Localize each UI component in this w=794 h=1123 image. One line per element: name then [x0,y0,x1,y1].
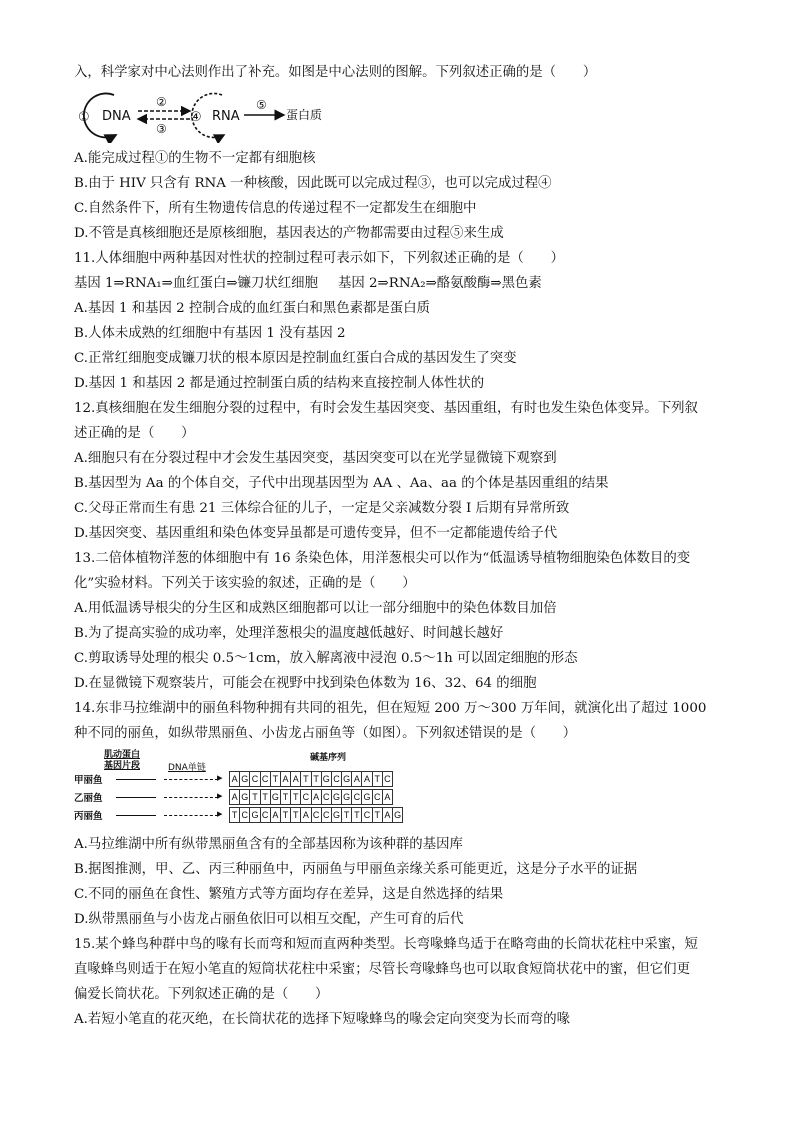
q15-option-a: A.若短小笔直的花灭绝，在长筒状花的选择下短喙蜂鸟的喙会定向突变为长而弯的喙 [74,1012,570,1027]
q13-option-a: A.用低温诱导根尖的分生区和成熟区细胞都可以让一部分细胞中的染色体数目加倍 [74,601,557,616]
base-cell: C [260,807,271,823]
q12-option-b: B.基因型为 Aa 的个体自交，子代中出现基因型为 AA 、Aa、aa 的个体是基因重组的结果 [74,476,609,491]
base-cell: G [321,771,332,787]
base-cell: C [382,771,393,787]
label-5: ⑤ [256,98,267,112]
q12-option-a: A.细胞只有在分裂过程中才会发生基因突变，基因突变可以在光学显微镜下观察到 [74,451,557,466]
arrow-icon: ▸ [217,771,223,784]
q11-stem: 11.人体细胞中两种基因对性状的控制过程可表示如下，下列叙述正确的是（ ） [74,251,564,266]
base-cell: A [351,771,362,787]
q11-pathways [74,276,542,292]
base-cell: A [382,789,393,805]
header-base-sequence: 碱基序列 [310,753,347,763]
base-cell: T [341,807,352,823]
q11-option-c: C.正常红细胞变成镰刀状的根本原因是控制血红蛋白合成的基因发生了突变 [74,351,517,366]
fish-row [74,788,394,806]
q12-option-d: D.基因突变、基因重组和染色体变异虽都是可遗传变异，但不一定都能遗传给子代 [74,526,558,541]
base-cell: C [351,789,362,805]
q12-option-c: C.父母正常而生有患 21 三体综合征的儿子，一定是父亲减数分裂 I 后期有异常所致 [74,501,570,516]
q11-option-a: A.基因 1 和基因 2 控制合成的血红蛋白和黑色素都是蛋白质 [74,301,430,316]
base-cell: G [270,789,281,805]
base-cell: T [372,807,383,823]
arrow-icon: ▸ [217,807,223,820]
base-sequence-boxes [230,771,393,787]
base-sequence-boxes [230,789,393,805]
q14-option-c: C.不同的丽鱼在食性、繁殖方式等方面均存在差异，这是自然选择的结果 [74,887,504,902]
header-gene-fragment: 肌动蛋白 基因片段 [104,750,141,771]
header-dna-strand: DNA单链 [168,763,206,773]
q10-option-c: C.自然条件下，所有生物遗传信息的传递过程不一定都发生在细胞中 [74,201,477,216]
q14-option-d: D.纵带黑丽鱼与小齿龙占丽鱼依旧可以相互交配，产生可育的后代 [74,912,464,927]
base-cell: C [249,771,260,787]
base-cell: C [321,789,332,805]
base-cell: T [300,771,311,787]
base-cell: G [239,789,250,805]
dna-strand-dashed-line [164,779,218,780]
base-cell: G [239,771,250,787]
q11-path-1: 基因 1⇒RNA₁⇒血红蛋白⇒镰刀状红细胞 [74,276,318,291]
base-cell: T [229,807,240,823]
q14-option-a: A.马拉维湖中所有纵带黑丽鱼含有的全部基因称为该种群的基因库 [74,837,463,852]
q15-stem-line-1: 15.某个蜂鸟种群中鸟的喙有长而弯和短而直两种类型。长弯喙蜂鸟适于在略弯曲的长筒状花柱中采蜜，短 [74,937,698,952]
base-cell: G [361,789,372,805]
q10-option-a: A.能完成过程①的生物不一定都有细胞核 [74,151,316,166]
base-cell: G [341,771,352,787]
label-1: ① [78,110,90,125]
base-cell: T [311,771,322,787]
q14-stem-line-1: 14.东非马拉维湖中的丽鱼科物种拥有共同的祖先，但在短短 200 万～300 万年间，就演化出了超过 1000 [74,701,707,716]
q13-stem-line-2: 化”实验材料。下列关于该实验的叙述，正确的是（ ） [74,576,416,591]
base-cell: A [311,789,322,805]
base-cell: A [290,771,301,787]
central-dogma-diagram [72,87,332,143]
base-cell: C [361,807,372,823]
q13-option-c: C.剪取诱导处理的根尖 0.5～1cm，放入解离液中浸泡 0.5～1h 可以固定细胞的形态 [74,651,578,666]
label-4: ④ [190,110,202,125]
base-cell: A [361,771,372,787]
base-cell: T [280,789,291,805]
q10-option-b: B.由于 HIV 只含有 RNA 一种核酸，因此既可以完成过程③，也可以完成过程④ [74,176,552,191]
base-cell: G [392,807,403,823]
q12-stem-line-2: 述正确的是（ ） [74,426,195,441]
gene-fragment-line [116,797,156,798]
base-cell: G [331,789,342,805]
label-rna: RNA [212,109,240,124]
base-cell: A [270,807,281,823]
base-cell: C [300,789,311,805]
base-cell: G [331,807,342,823]
q11-option-b: B.人体未成熟的红细胞中有基因 1 没有基因 2 [74,326,346,341]
q13-option-d: D.在显微镜下观察装片，可能会在视野中找到染色体数为 16、32、64 的细胞 [74,676,537,691]
base-cell: C [311,807,322,823]
fish-name: 甲丽鱼 [74,775,103,786]
fish-rows [74,770,402,826]
fish-name: 乙丽鱼 [74,793,103,804]
dna-strand-dashed-line [164,797,218,798]
base-cell: A [280,771,291,787]
base-cell: T [249,789,260,805]
q10-stem: 入，科学家对中心法则作出了补充。如图是中心法则的图解。下列叙述正确的是（ ） [74,65,597,80]
base-cell: C [372,789,383,805]
base-cell: T [260,789,271,805]
base-cell: T [280,807,291,823]
label-2: ② [156,95,167,109]
base-cell: G [341,789,352,805]
base-sequence-boxes [230,807,403,823]
base-cell: A [229,789,240,805]
q15-stem-line-2: 直喙蜂鸟则适于在短小笔直的短筒状花柱中采蜜；尽管长弯喙蜂鸟也可以取食短筒状花中的蜜，但它们更 [74,962,690,977]
q14-stem-line-2: 种不同的丽鱼，如纵带黑丽鱼、小齿龙占丽鱼等（如图）。下列叙述错误的是（ ） [74,726,577,741]
q13-stem-line-1: 13.二倍体植物洋葱的体细胞中有 16 条染色体，用洋葱根尖可以作为“低温诱导植物细胞染色体数目的变 [74,551,691,566]
q10-option-d: D.不管是真核细胞还是原核细胞，基因表达的产物都需要由过程⑤来生成 [74,226,504,241]
label-protein: 蛋白质 [286,108,323,122]
base-cell: A [229,771,240,787]
fish-row [74,770,394,788]
label-3: ③ [156,122,167,136]
q13-option-b: B.为了提高实验的成功率，处理洋葱根尖的温度越低越好、时间越长越好 [74,626,504,641]
base-cell: C [260,771,271,787]
base-cell: C [321,807,332,823]
q14-option-b: B.据图推测，甲、乙、丙三种丽鱼中，丙丽鱼与甲丽鱼亲缘关系可能更近，这是分子水平的证据 [74,862,638,877]
base-cell: T [372,771,383,787]
q15-stem-line-3: 偏爱长筒状花。下列叙述正确的是（ ） [74,987,329,1002]
base-cell: A [382,807,393,823]
base-cell: C [239,807,250,823]
base-cell: A [300,807,311,823]
gene-fragment-line [116,779,156,780]
base-cell: T [351,807,362,823]
fish-name: 丙丽鱼 [74,811,103,822]
base-cell: G [249,807,260,823]
base-cell: T [270,771,281,787]
arrow-icon: ▸ [217,789,223,802]
q11-option-d: D.基因 1 和基因 2 都是通过控制蛋白质的结构来直接控制人体性状的 [74,376,485,391]
q11-path-2: 基因 2⇒RNA₂⇒酪氨酸酶⇒黑色素 [337,276,542,291]
base-cell: T [290,789,301,805]
base-cell: T [290,807,301,823]
fish-row [74,806,402,824]
label-dna: DNA [102,109,131,124]
gene-fragment-line [116,815,156,816]
base-cell: C [331,771,342,787]
cichlid-sequence-figure [74,750,402,830]
q12-stem-line-1: 12.真核细胞在发生细胞分裂的过程中，有时会发生基因突变、基因重组，有时也发生染色体变异。下列叙 [74,401,698,416]
dna-strand-dashed-line [164,815,218,816]
